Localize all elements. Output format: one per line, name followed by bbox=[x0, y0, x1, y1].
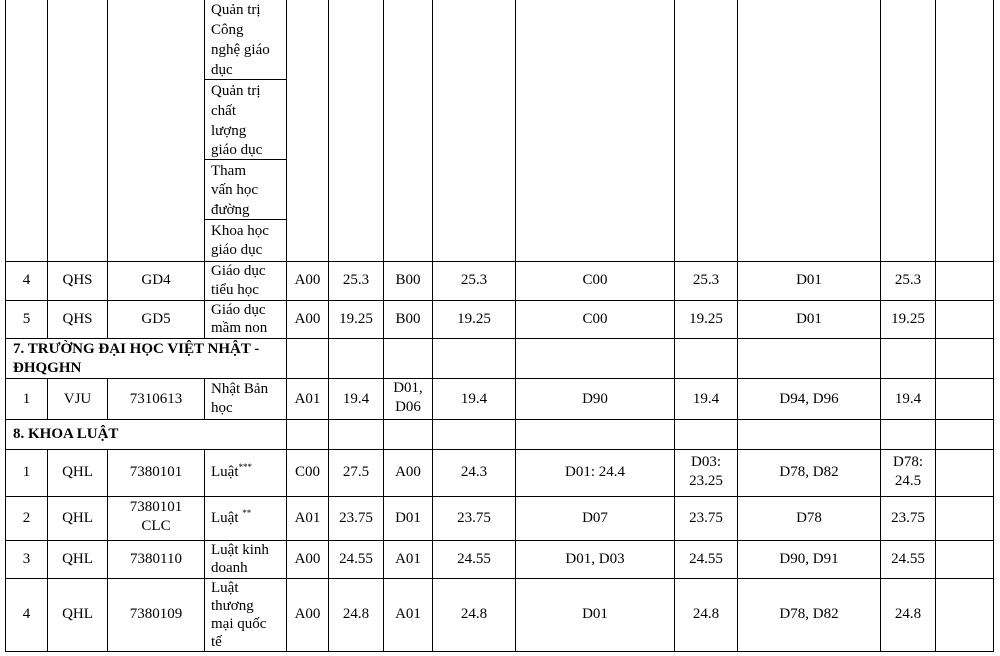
score-1-cell: 24.8 bbox=[342, 606, 370, 622]
section-title: 7. TRƯỜNG ĐẠI HỌC VIỆT NHẬT - bbox=[13, 341, 260, 357]
section-title: 8. KHOA LUẬT bbox=[13, 426, 119, 442]
score-1-cell: 24.55 bbox=[339, 551, 373, 567]
score-2-cell: 24.3 bbox=[460, 464, 488, 480]
block-1-cell: A00 bbox=[294, 606, 321, 622]
block-2-cell: A01 bbox=[395, 606, 421, 622]
major-line: giáo dục bbox=[211, 142, 263, 158]
score-4-cell: 25.3 bbox=[894, 272, 922, 288]
score-2-cell: 25.3 bbox=[460, 272, 488, 288]
block-1-cell: A00 bbox=[294, 551, 321, 567]
score-1-cell: 23.75 bbox=[339, 510, 373, 526]
major-line: Luật kinh bbox=[211, 542, 269, 558]
major-line: Luật bbox=[211, 580, 239, 596]
block-1-cell: A00 bbox=[294, 311, 321, 327]
stt-cell: 5 bbox=[22, 311, 31, 327]
major-line: Công bbox=[211, 22, 244, 38]
major-code-cell: 7380101 bbox=[129, 464, 183, 480]
score-4-cell: 24.8 bbox=[894, 606, 922, 622]
score-4-cell: 24.55 bbox=[891, 551, 925, 567]
block-2-cell: B00 bbox=[395, 311, 421, 327]
major-name: Luật bbox=[211, 510, 243, 526]
score-1-cell: 25.3 bbox=[342, 272, 370, 288]
major-code-cell: 7380101 CLC bbox=[129, 499, 183, 534]
section-title: ĐHQGHN bbox=[13, 360, 82, 376]
major-line: Khoa học bbox=[211, 223, 269, 239]
major-line: lượng bbox=[211, 123, 247, 139]
major-line: nghệ giáo bbox=[211, 42, 270, 58]
score-3-cell: 25.3 bbox=[692, 272, 720, 288]
major-line: mầm non bbox=[211, 320, 268, 336]
major-line: tế bbox=[211, 634, 222, 650]
major-code-cell: GD4 bbox=[141, 272, 171, 288]
major-footnote-mark: ** bbox=[242, 508, 252, 518]
major-line: Quản trị bbox=[211, 83, 261, 99]
block-3-cell: D07 bbox=[582, 510, 608, 526]
block-1-cell: C00 bbox=[294, 464, 320, 480]
major-line: giáo dục bbox=[211, 242, 263, 258]
major-line: tiểu học bbox=[211, 282, 259, 298]
score-2-cell: 23.75 bbox=[457, 510, 491, 526]
block-3-cell: D90 bbox=[582, 391, 608, 407]
major-line: vấn học bbox=[211, 182, 259, 198]
stt-cell: 4 bbox=[22, 606, 31, 622]
major-line: mại quốc bbox=[211, 616, 267, 632]
major-code-cell: GD5 bbox=[141, 311, 171, 327]
major-line: Quản trị bbox=[211, 2, 261, 18]
major-line: chất bbox=[211, 103, 236, 119]
major-line: Nhật Bản bbox=[211, 381, 269, 397]
score-4-cell: 19.25 bbox=[891, 311, 925, 327]
block-4-cell: D78 bbox=[796, 510, 822, 526]
major-line: Giáo dục bbox=[211, 302, 266, 318]
block-2-cell: B00 bbox=[395, 272, 421, 288]
major-code-cell: 7380110 bbox=[130, 551, 182, 567]
score-2-cell: 24.55 bbox=[457, 551, 491, 567]
major-line bbox=[211, 462, 252, 482]
score-3-cell: 24.55 bbox=[689, 551, 723, 567]
block-3-cell: C00 bbox=[582, 272, 608, 288]
score-3-cell: 19.25 bbox=[689, 311, 723, 327]
block-4-cell: D01 bbox=[796, 311, 822, 327]
major-line: Tham bbox=[211, 163, 246, 179]
major-code-cell: 7310613 bbox=[129, 391, 183, 407]
block-3-cell: D01, D03 bbox=[565, 551, 625, 567]
school-code-cell: QHL bbox=[62, 606, 93, 622]
stt-cell: 1 bbox=[22, 391, 31, 407]
school-code-cell: QHS bbox=[62, 311, 93, 327]
block-2-cell: D01, D06 bbox=[393, 380, 423, 415]
score-2-cell: 24.8 bbox=[460, 606, 488, 622]
block-4-cell: D01 bbox=[796, 272, 822, 288]
stt-cell: 4 bbox=[22, 272, 31, 288]
block-2-cell: A00 bbox=[395, 464, 421, 480]
school-code-cell: QHL bbox=[62, 510, 93, 526]
score-4-cell: 19.4 bbox=[894, 391, 922, 407]
block-1-cell: A01 bbox=[294, 391, 321, 407]
score-4-cell: 23.75 bbox=[891, 510, 925, 526]
score-1-cell: 27.5 bbox=[342, 464, 370, 480]
major-name: Luật bbox=[211, 464, 239, 480]
score-4-cell: D78: 24.5 bbox=[893, 454, 923, 489]
school-code-cell: QHS bbox=[62, 272, 93, 288]
block-1-cell: A01 bbox=[294, 510, 321, 526]
score-3-cell: 19.4 bbox=[692, 391, 720, 407]
major-line: doanh bbox=[211, 560, 248, 576]
block-2-cell: D01 bbox=[395, 510, 421, 526]
major-line: Giáo dục bbox=[211, 263, 266, 279]
block-3-cell: C00 bbox=[582, 311, 608, 327]
block-4-cell: D90, D91 bbox=[779, 551, 839, 567]
score-3-cell: 23.75 bbox=[689, 510, 723, 526]
block-3-cell: D01: 24.4 bbox=[565, 464, 625, 480]
block-4-cell: D78, D82 bbox=[779, 606, 839, 622]
major-footnote-mark: *** bbox=[238, 462, 252, 472]
stt-cell: 1 bbox=[22, 464, 31, 480]
school-code-cell: QHL bbox=[62, 551, 93, 567]
stt-cell: 3 bbox=[22, 551, 31, 567]
major-line: thương bbox=[211, 598, 254, 614]
score-2-cell: 19.4 bbox=[460, 391, 488, 407]
score-1-cell: 19.4 bbox=[342, 391, 370, 407]
block-4-cell: D94, D96 bbox=[779, 391, 839, 407]
major-line: học bbox=[211, 400, 233, 416]
major-line: dục bbox=[211, 62, 233, 78]
major-code-cell: 7380109 bbox=[129, 606, 183, 622]
block-1-cell: A00 bbox=[294, 272, 321, 288]
school-code-cell: QHL bbox=[62, 464, 93, 480]
score-3-cell: D03: 23.25 bbox=[689, 454, 723, 489]
major-line bbox=[211, 508, 251, 528]
score-1-cell: 19.25 bbox=[339, 311, 373, 327]
major-line: đường bbox=[211, 202, 250, 218]
score-3-cell: 24.8 bbox=[692, 606, 720, 622]
block-2-cell: A01 bbox=[395, 551, 421, 567]
block-3-cell: D01 bbox=[582, 606, 608, 622]
score-2-cell: 19.25 bbox=[457, 311, 491, 327]
block-4-cell: D78, D82 bbox=[779, 464, 839, 480]
stt-cell: 2 bbox=[22, 510, 31, 526]
school-code-cell: VJU bbox=[63, 391, 92, 407]
